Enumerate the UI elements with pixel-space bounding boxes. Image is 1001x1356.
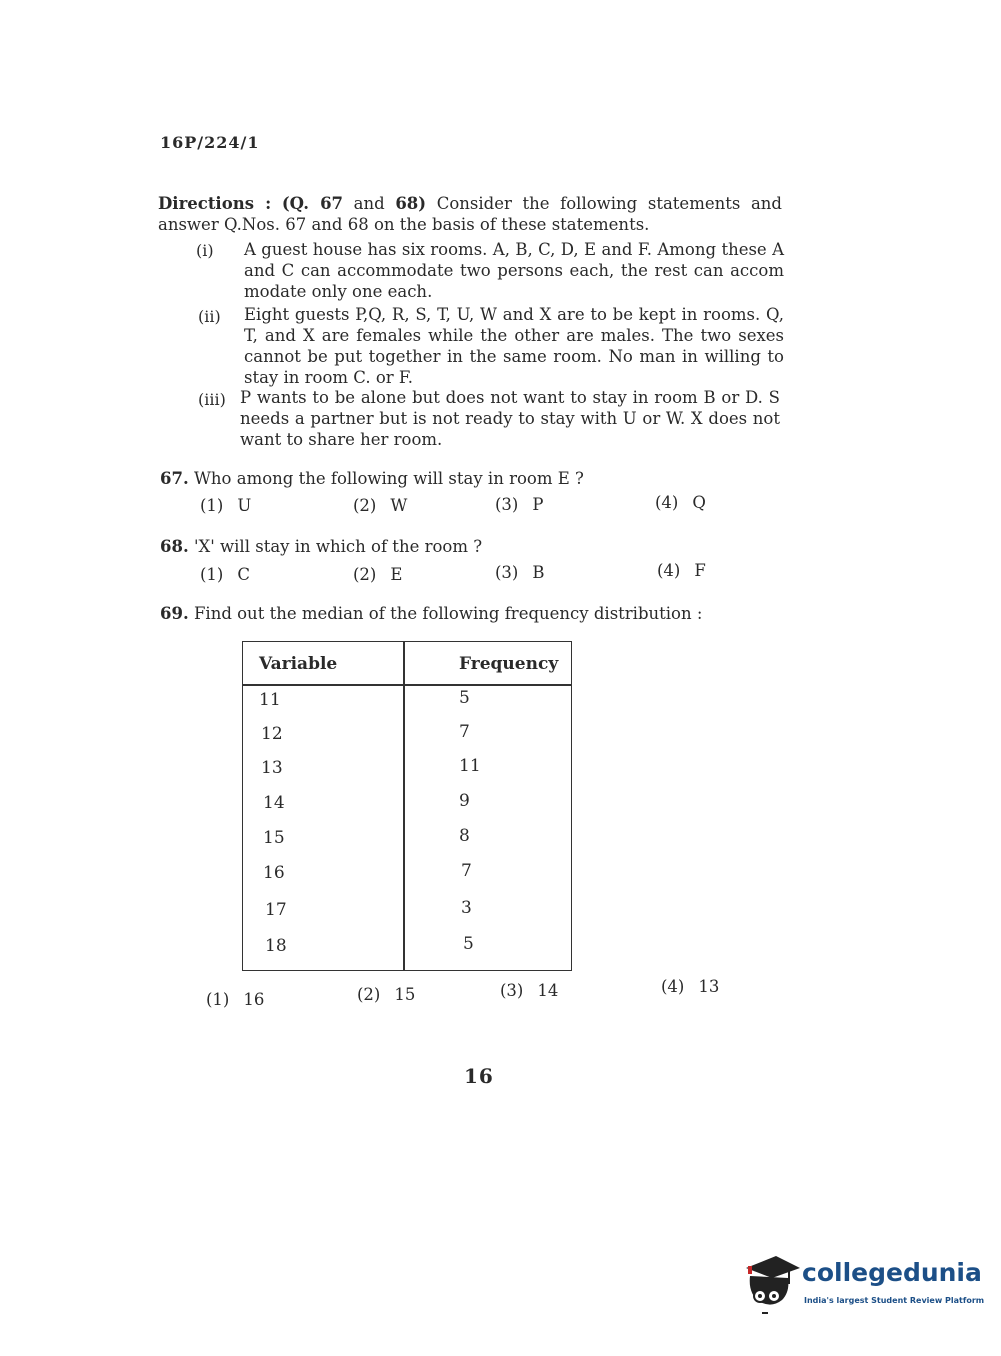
- page-number: 16: [464, 1064, 494, 1088]
- option-value: 14: [537, 981, 559, 1000]
- option-value: B: [532, 563, 545, 582]
- option-number: (1): [200, 565, 224, 584]
- table-header-rule: [243, 684, 571, 686]
- option: [657, 561, 706, 580]
- option: [655, 493, 706, 512]
- table-cell-frequency: 11: [459, 756, 481, 776]
- logo-wordmark: collegedunia: [802, 1258, 982, 1287]
- option: [200, 496, 251, 515]
- table-cell-variable: 14: [263, 793, 285, 813]
- option: [357, 985, 415, 1004]
- option-number: (2): [357, 985, 381, 1004]
- table-cell-frequency: 9: [459, 791, 470, 811]
- option-value: W: [390, 496, 408, 515]
- table-cell-variable: 13: [261, 758, 283, 778]
- table-header-variable: Variable: [259, 654, 338, 674]
- option-value: C: [237, 565, 250, 584]
- statement-text-1: A guest house has six rooms. A, B, C, D, E and F. Among these A and C can accommodate two persons each, the rest can accom modate only one each.: [244, 240, 784, 301]
- question-text: 'X' will stay in which of the room ?: [193, 537, 483, 556]
- option-value: P: [532, 495, 544, 514]
- option-number: (3): [500, 981, 524, 1000]
- question-text: Find out the median of the following frequency distribution :: [193, 604, 703, 623]
- question-68: [160, 537, 482, 556]
- table-cell-frequency: 8: [459, 826, 470, 846]
- table-cell-frequency: 5: [459, 688, 470, 708]
- statement-num-1: (i): [196, 241, 214, 260]
- question-69: [160, 604, 702, 623]
- table-cell-frequency: 7: [459, 722, 470, 742]
- directions-label: Directions :: [158, 194, 272, 213]
- directions: [158, 193, 782, 235]
- directions-q68: 68): [395, 194, 427, 213]
- option-number: (4): [661, 977, 685, 996]
- table-cell-variable: 18: [265, 936, 287, 956]
- option-number: (4): [655, 493, 679, 512]
- logo-tagline: India's largest Student Review Platform: [804, 1296, 985, 1305]
- option: [661, 977, 719, 996]
- collegedunia-logo[interactable]: [742, 1250, 985, 1320]
- table-cell-variable: 15: [263, 828, 285, 848]
- table-cell-variable: 16: [263, 863, 285, 883]
- option-value: U: [237, 496, 252, 515]
- table-cell-variable: 11: [259, 690, 281, 710]
- paper-code: 16P/224/1: [160, 133, 260, 152]
- directions-range: (Q. 67: [281, 194, 344, 213]
- option-number: (3): [495, 495, 519, 514]
- option-number: (1): [206, 990, 230, 1009]
- table-cell-frequency: 3: [461, 898, 472, 918]
- option-number: (2): [353, 496, 377, 515]
- option-number: (3): [495, 563, 519, 582]
- option-number: (2): [353, 565, 377, 584]
- question-number: 67.: [160, 469, 189, 488]
- question-number: 69.: [160, 604, 189, 623]
- option-number: (1): [200, 496, 224, 515]
- table-header-frequency: Frequency: [459, 654, 559, 674]
- option-value: 15: [394, 985, 416, 1004]
- statement-text-2: Eight guests P,Q, R, S, T, U, W and X are to be kept in rooms. Q, T, and X are females while the other are males. The two sexes cannot be put together in the same room. No man in willing to stay in room C. or F.: [244, 305, 784, 387]
- question-text: Who among the following will stay in room E ?: [193, 469, 584, 488]
- option: [206, 990, 264, 1009]
- table-cell-variable: 17: [265, 900, 287, 920]
- option-value: 13: [698, 977, 720, 996]
- table-cell-frequency: 7: [461, 861, 472, 881]
- option: [495, 495, 543, 514]
- statement-num-2: (ii): [198, 307, 221, 326]
- option: [200, 565, 250, 584]
- question-67: [160, 469, 584, 488]
- statement-text-3: P wants to be alone but does not want to stay in room B or D. S needs a partner but is not ready to stay with U or W. X does not want to share her room.: [240, 388, 780, 449]
- option-value: F: [694, 561, 706, 580]
- table-divider: [403, 642, 405, 970]
- frequency-table: [242, 641, 572, 971]
- option-value: E: [390, 565, 403, 584]
- table-cell-frequency: 5: [463, 934, 474, 954]
- option: [353, 496, 407, 515]
- table-cell-variable: 12: [261, 724, 283, 744]
- option: [500, 981, 558, 1000]
- option: [353, 565, 402, 584]
- option-number: (4): [657, 561, 681, 580]
- statement-num-3: (iii): [198, 390, 226, 409]
- option: [495, 563, 545, 582]
- directions-text: Consider the following statements and answer Q.Nos. 67 and 68 on the basis of these statements.: [158, 194, 782, 234]
- option-value: Q: [692, 493, 706, 512]
- mascot-icon: [742, 1250, 802, 1316]
- question-number: 68.: [160, 537, 189, 556]
- option-value: 16: [243, 990, 265, 1009]
- directions-and: and: [353, 194, 385, 213]
